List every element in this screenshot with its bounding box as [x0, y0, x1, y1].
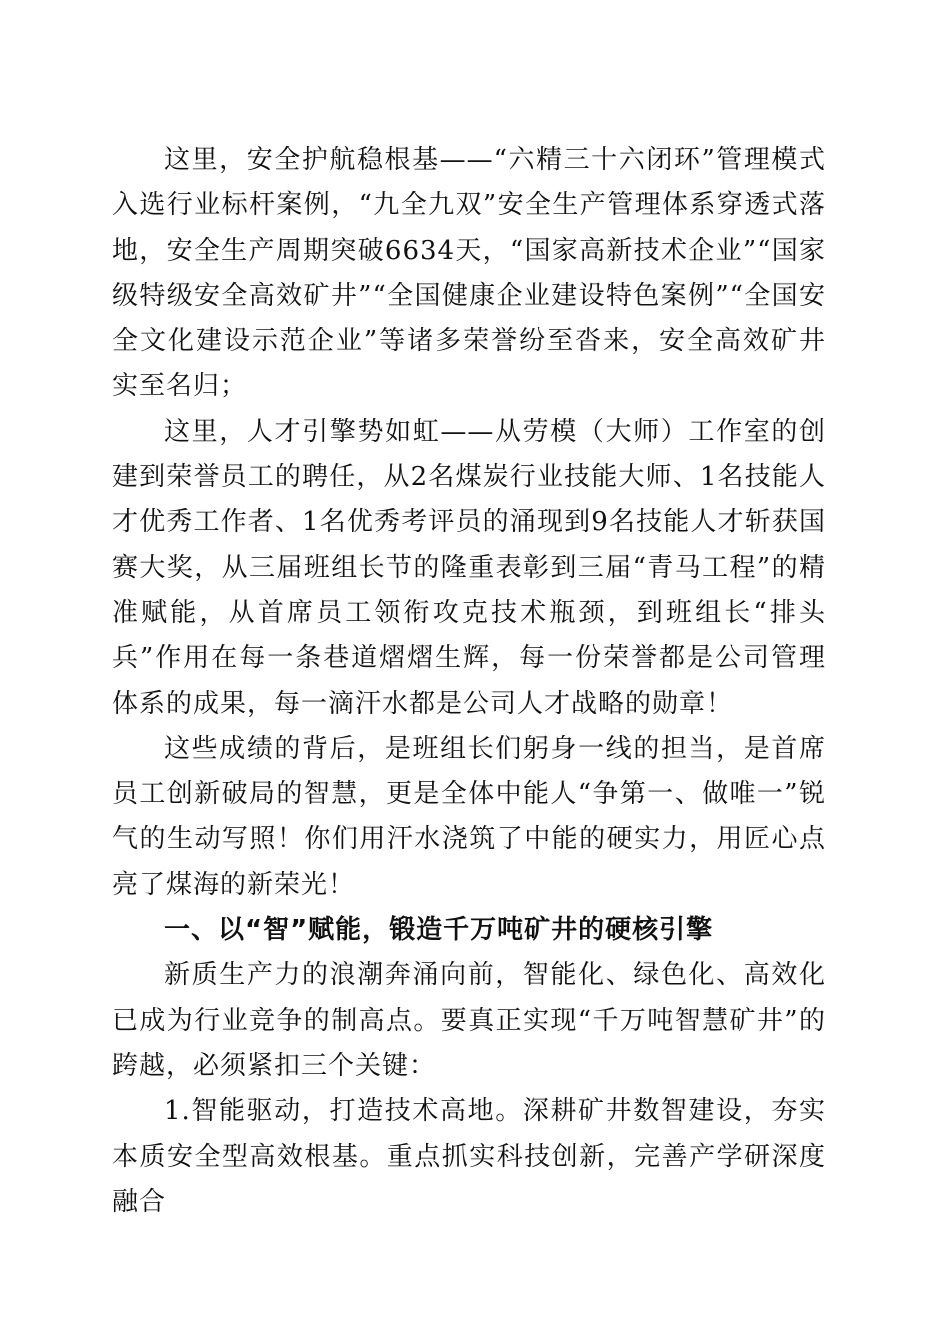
section-heading-1: 一、以“智”赋能，锻造千万吨矿井的硬核引擎	[164, 915, 714, 946]
paragraph-safety: 这里，安全护航稳根基——“六精三十六闭环”管理模式入选行业标杆案例，“九全九双”安全生产管理体系穿透式落地，安全生产周期突破6634天，“国家高新技术企业”“国家级特级安全高效矿井”“全国健康企业建设特色案例”“全国安全文化建设示范企业”等诸多荣誉纷至沓来，安全高效矿井实至名归；	[112, 145, 826, 402]
paragraph-new-productivity: 新质生产力的浪潮奔涌向前，智能化、绿色化、高效化已成为行业竞争的制高点。要真正实现“千万吨智慧矿井”的跨越，必须紧扣三个关键：	[112, 960, 826, 1081]
paragraph-achievements: 这些成绩的背后，是班组长们躬身一线的担当，是首席员工创新破局的智慧，更是全体中能人“争第一、做唯一”锐气的生动写照！你们用汗水浇筑了中能的硬实力，用匠心点亮了煤海的新荣光！	[112, 733, 826, 900]
paragraph-talent: 这里，人才引擎势如虹——从劳模（大师）工作室的创建到荣誉员工的聘任，从2名煤炭行业技能大师、1名技能人才优秀工作者、1名优秀考评员的涌现到9名技能人才斩获国赛大奖，从三届班组长节的隆重表彰到三届“青马工程”的精准赋能，从首席员工领衔攻克技术瓶颈，到班组长“排头兵”作用在每一条巷道熠熠生辉，每一份荣誉都是公司管理体系的成果，每一滴汗水都是公司人才战略的勋章！	[112, 416, 826, 719]
paragraph-point-1: 1.智能驱动，打造技术高地。深耕矿井数智建设，夯实本质安全型高效根基。重点抓实科技创新，完善产学研深度融合	[112, 1096, 826, 1217]
document-page	[112, 138, 826, 1225]
